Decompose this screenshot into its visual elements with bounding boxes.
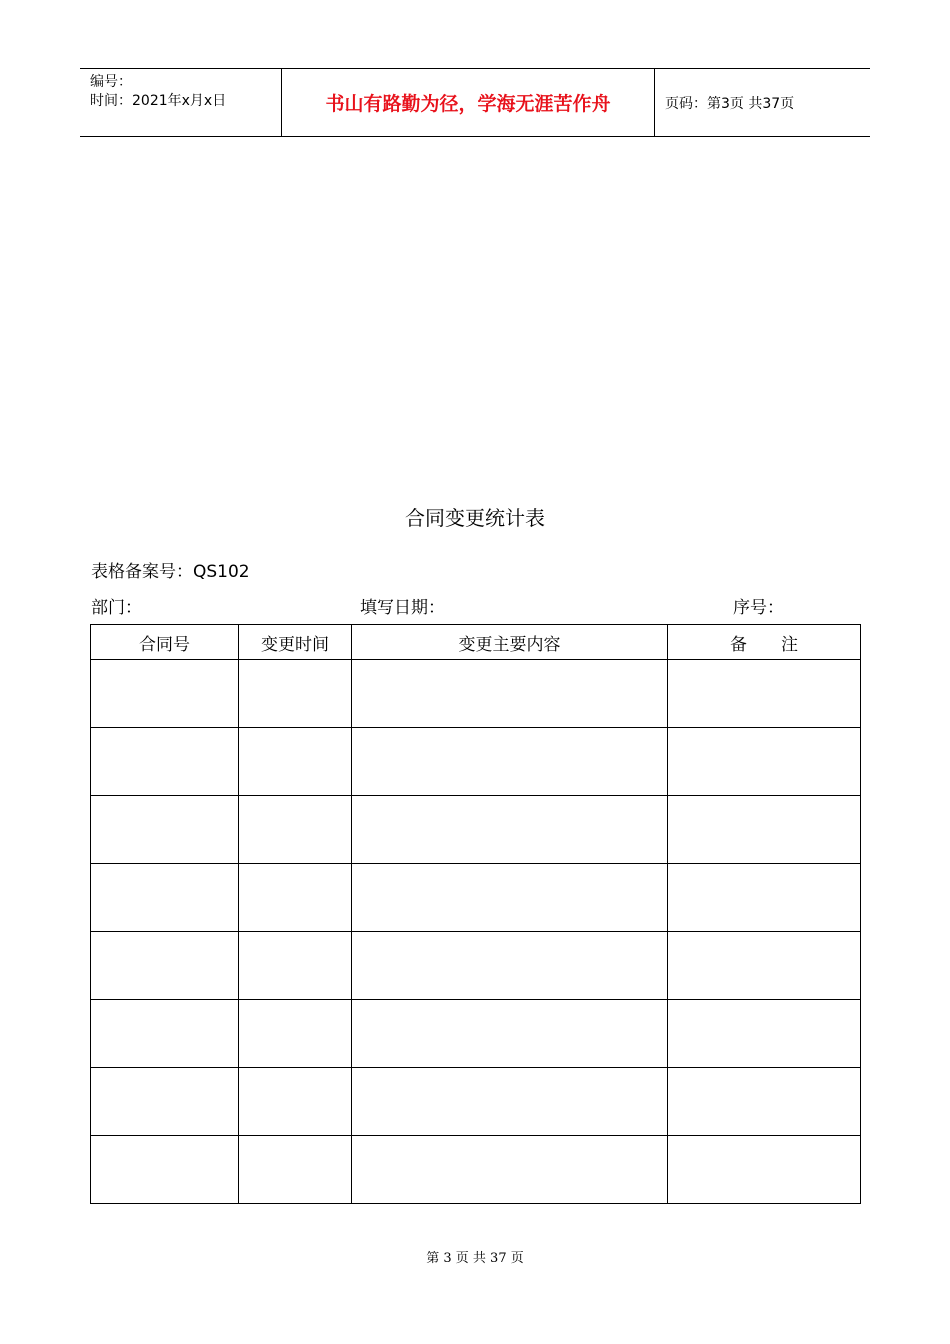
table-row — [91, 1000, 861, 1068]
table-cell[interactable] — [352, 932, 668, 1000]
table-cell[interactable] — [91, 1136, 239, 1204]
table-row — [91, 1136, 861, 1204]
table-cell[interactable] — [668, 728, 861, 796]
table-cell[interactable] — [352, 1000, 668, 1068]
table-cell[interactable] — [668, 660, 861, 728]
table-cell[interactable] — [91, 796, 239, 864]
table-row — [91, 864, 861, 932]
department-label: 部门： — [91, 598, 142, 618]
table-row — [91, 1068, 861, 1136]
table-cell[interactable] — [668, 1068, 861, 1136]
page-header — [80, 68, 870, 137]
number-label: 编号： — [90, 74, 132, 90]
table-cell[interactable] — [239, 1068, 352, 1136]
column-header-change-time: 变更时间 — [239, 625, 352, 660]
header-page-info: 页码：第3页 共37页 — [665, 95, 795, 112]
record-number: 表格备案号：QS102 — [91, 562, 250, 582]
table-cell[interactable] — [352, 1136, 668, 1204]
table-cell[interactable] — [91, 728, 239, 796]
table-row — [91, 728, 861, 796]
column-header-remarks: 备 注 — [668, 625, 861, 660]
table-header-row — [91, 625, 861, 660]
table-cell[interactable] — [352, 1068, 668, 1136]
table-cell[interactable] — [352, 660, 668, 728]
table-cell[interactable] — [352, 728, 668, 796]
table-cell[interactable] — [239, 660, 352, 728]
table-cell[interactable] — [668, 1136, 861, 1204]
table-cell[interactable] — [239, 1136, 352, 1204]
column-header-contract-no: 合同号 — [91, 625, 239, 660]
table-cell[interactable] — [352, 796, 668, 864]
table-cell[interactable] — [668, 864, 861, 932]
table-cell[interactable] — [91, 1068, 239, 1136]
table-row — [91, 660, 861, 728]
form-title: 合同变更统计表 — [405, 506, 545, 530]
time-label: 时间：2021年x月x日 — [90, 93, 227, 109]
table-cell[interactable] — [352, 864, 668, 932]
table-cell[interactable] — [239, 864, 352, 932]
table-cell[interactable] — [91, 1000, 239, 1068]
table-cell[interactable] — [239, 796, 352, 864]
table-row — [91, 932, 861, 1000]
page-footer: 第 3 页 共 37 页 — [426, 1251, 524, 1266]
table-cell[interactable] — [239, 932, 352, 1000]
table-cell[interactable] — [91, 660, 239, 728]
table-cell[interactable] — [91, 932, 239, 1000]
header-left — [80, 69, 281, 136]
contract-change-table — [90, 624, 861, 1204]
column-header-change-content: 变更主要内容 — [352, 625, 668, 660]
fill-date-label: 填写日期： — [360, 598, 445, 618]
header-motto: 书山有路勤为径，学海无涯苦作舟 — [281, 69, 655, 136]
table-cell[interactable] — [91, 864, 239, 932]
sequence-label: 序号： — [733, 598, 784, 618]
table-cell[interactable] — [239, 728, 352, 796]
table-cell[interactable] — [668, 796, 861, 864]
table-cell[interactable] — [239, 1000, 352, 1068]
table-row — [91, 796, 861, 864]
table-cell[interactable] — [668, 932, 861, 1000]
table-cell[interactable] — [668, 1000, 861, 1068]
